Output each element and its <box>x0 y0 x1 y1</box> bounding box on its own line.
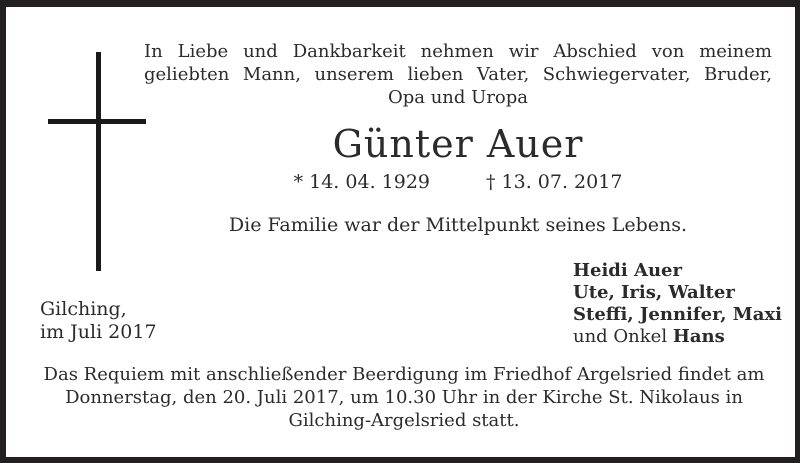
cross-icon <box>6 7 156 287</box>
mourner-line-3: Steffi, Jennifer, Maxi <box>573 304 782 325</box>
place-city: Gilching, <box>40 298 127 320</box>
mourner-line-4-prefix: und Onkel <box>573 326 673 347</box>
place-month: im Juli 2017 <box>40 321 157 343</box>
intro-paragraph <box>144 40 772 109</box>
funeral-line-3: Gilching-Argelsried statt. <box>288 410 520 431</box>
epitaph-line: Die Familie war der Mittelpunkt seines Lebens. <box>228 214 688 236</box>
cross-horizontal-bar <box>48 119 146 124</box>
place-and-date <box>40 298 157 344</box>
mourners-list <box>573 260 798 348</box>
deceased-name: Günter Auer <box>332 122 584 166</box>
birth-date: * 14. 04. 1929 <box>293 171 430 193</box>
intro-line-3: Opa und Uropa <box>387 87 529 108</box>
funeral-line-1: Das Requiem mit anschließender Beerdigung im Friedhof Argelsried findet am <box>43 364 765 385</box>
death-date: † 13. 07. 2017 <box>486 171 623 193</box>
mourner-line-2: Ute, Iris, Walter <box>573 282 735 303</box>
mourner-line-1: Heidi Auer <box>573 260 682 281</box>
mourner-line-4-name: Hans <box>672 326 725 347</box>
cross-vertical-bar <box>96 52 101 271</box>
life-dates <box>144 171 772 194</box>
intro-line-2: geliebten Mann, unserem lieben Vater, Schwiegervater, Bruder, <box>144 64 772 85</box>
intro-line-1: In Liebe und Dankbarkeit nehmen wir Abschied von meinem <box>144 41 772 62</box>
mourner-line-4 <box>573 326 798 348</box>
funeral-line-2: Donnerstag, den 20. Juli 2017, um 10.30 Uhr in der Kirche St. Nikolaus in <box>65 387 743 408</box>
funeral-announcement <box>34 363 774 432</box>
notice-paper <box>6 7 795 457</box>
